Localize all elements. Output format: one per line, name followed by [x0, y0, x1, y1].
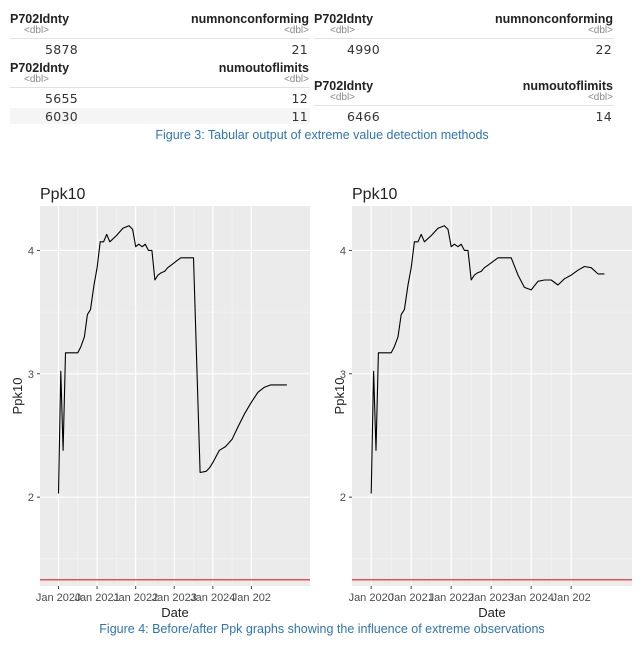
- ppk-chart-before: [0, 200, 322, 640]
- figure-3-caption: Figure 3: Tabular output of extreme value detection methods: [155, 128, 489, 142]
- column-header-count: numoutoflimits: [218, 61, 309, 75]
- ppk-chart-after: [322, 200, 644, 640]
- x-tick-label: Jan 202: [551, 592, 591, 604]
- column-header-id: P702Idnty: [10, 12, 70, 26]
- figure-4-caption: Figure 4: Before/after Ppk graphs showing the influence of extreme observations: [99, 622, 545, 636]
- table-divider: [10, 87, 310, 88]
- x-tick-label: Jan 2022: [113, 592, 159, 604]
- y-tick-label: 3: [27, 368, 34, 381]
- table-cell-id: 5655: [44, 91, 78, 106]
- table-cell-id: 4990: [346, 42, 380, 57]
- x-tick-label: Jan 2020: [35, 592, 82, 604]
- column-type-count: <dbl>: [587, 92, 613, 103]
- y-tick-label: 2: [27, 492, 34, 505]
- table-cell-id: 6030: [44, 109, 78, 124]
- x-tick-label: Jan 2023: [468, 592, 514, 604]
- chart-title-before: Ppk10: [40, 186, 86, 203]
- column-type-id: <dbl>: [330, 92, 356, 103]
- table-cell-id: 5878: [44, 42, 78, 57]
- table-cell-count: 22: [595, 42, 612, 57]
- table-divider: [314, 105, 614, 106]
- y-axis-label: Ppk10: [10, 377, 25, 415]
- table-cell-count: 21: [291, 42, 308, 57]
- column-type-count: <dbl>: [283, 25, 309, 36]
- table-divider: [10, 38, 310, 39]
- column-type-id: <dbl>: [24, 74, 50, 85]
- y-tick-label: 2: [339, 492, 346, 505]
- column-type-id: <dbl>: [24, 25, 50, 36]
- column-header-id: P702Idnty: [10, 61, 70, 75]
- column-type-id: <dbl>: [330, 25, 356, 36]
- y-tick-label: 4: [27, 245, 34, 258]
- x-axis-label: Date: [478, 605, 506, 620]
- chart-title-after: Ppk10: [352, 186, 398, 203]
- y-tick-label: 3: [339, 368, 346, 381]
- x-tick-label: Jan 2024: [190, 592, 236, 604]
- y-axis-label: Ppk10: [332, 377, 347, 415]
- column-header-count: numoutoflimits: [522, 79, 613, 93]
- table-cell-count: 14: [595, 109, 612, 124]
- x-tick-label: Jan 202: [231, 592, 271, 604]
- table-cell-count: 12: [291, 91, 308, 106]
- y-tick-label: 4: [339, 245, 346, 258]
- table-cell-count: 11: [291, 109, 308, 124]
- x-tick-label: Jan 2021: [74, 592, 120, 604]
- plot-panel: [40, 206, 310, 586]
- table-divider: [314, 38, 614, 39]
- x-tick-label: Jan 2022: [428, 592, 474, 604]
- x-tick-label: Jan 2021: [388, 592, 434, 604]
- column-type-count: <dbl>: [587, 25, 613, 36]
- table-cell-id: 6466: [346, 109, 380, 124]
- x-tick-label: Jan 2023: [151, 592, 197, 604]
- column-header-id: P702Idnty: [314, 79, 374, 93]
- x-tick-label: Jan 2024: [508, 592, 554, 604]
- x-tick-label: Jan 2020: [348, 592, 394, 604]
- column-header-count: numnonconforming: [190, 12, 309, 26]
- plot-panel: [352, 206, 632, 586]
- column-header-id: P702Idnty: [314, 12, 374, 26]
- x-axis-label: Date: [161, 605, 189, 620]
- column-header-count: numnonconforming: [494, 12, 613, 26]
- column-type-count: <dbl>: [283, 74, 309, 85]
